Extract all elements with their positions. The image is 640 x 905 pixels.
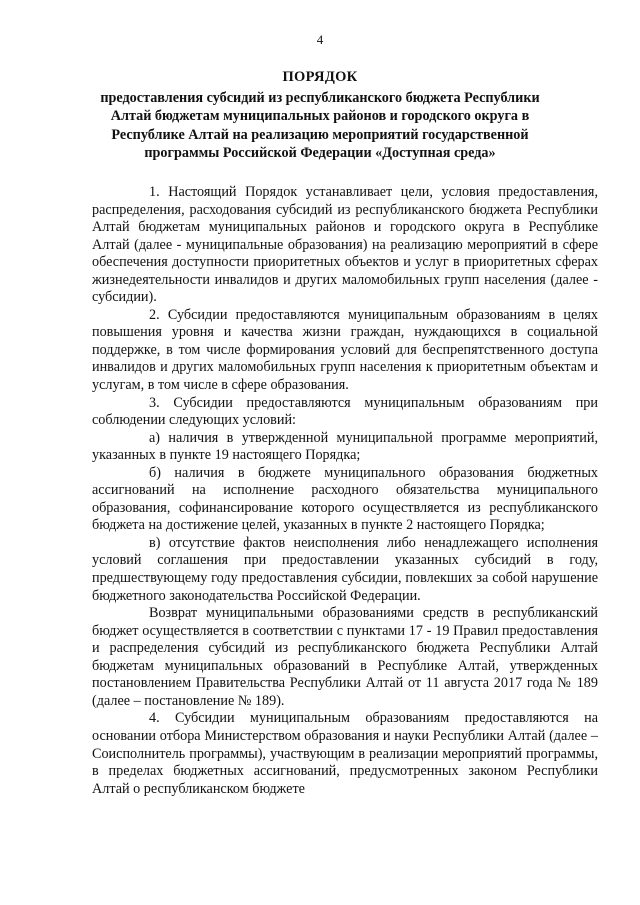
paragraph-return: Возврат муниципальными образованиями средств в республиканский бюджет осуществляется в соответствии с пунктами 17 - 19 Правил предоставления и распределения субсидий из республиканского бюджета Республики Алтай бюджетам муниципальных образований в Республике Алтай, утвержденных постановлением Правительства Республики Алтай от 11 августа 2017 года № 189 (далее – постановление № 189). (92, 605, 598, 709)
document-body (92, 184, 598, 798)
paragraph-1: 1. Настоящий Порядок устанавливает цели, условия предоставления, распределения, расходования субсидий из республиканского бюджета Республики Алтай бюджетам муниципальных районов и городского округа в Республике Алтай (далее - муниципальные образования) на реализацию мероприятий в сфере обеспечения доступности приоритетных объектов и услуг в приоритетных сферах жизнедеятельности инвалидов и других маломобильных групп населения (далее - субсидии). (92, 184, 598, 306)
paragraph-3: 3. Субсидии предоставляются муниципальным образованиям при соблюдении следующих условий: (92, 394, 598, 429)
paragraph-2: 2. Субсидии предоставляются муниципальным образованиям в целях повышения уровня и качества жизни граждан, нуждающихся в социальной поддержке, в том числе формирования условий для беспрепятственного доступа инвалидов и других маломобильных групп населения к приоритетным объектам и услугам, в том числе в сфере образования. (92, 306, 598, 394)
page-number: 4 (316, 32, 324, 47)
title-subtitle: предоставления субсидий из республиканского бюджета Республики Алтай бюджетам муниципальных районов и городского округа в Республике Алтай на реализацию мероприятий государственной программы Российской Федерации «Доступная среда» (100, 89, 540, 161)
paragraph-3v: в) отсутствие фактов неисполнения либо ненадлежащего исполнения условий соглашения при предоставлении указанных субсидий в году, предшествующему году предоставления субсидии, повлекших за собой нарушение бюджетного законодательства Российской Федерации. (92, 534, 598, 604)
paragraph-4: 4. Субсидии муниципальным образованиям предоставляются на основании отбора Министерством образования и науки Республики Алтай (далее – Соисполнитель программы), участвующим в реализации мероприятий программы, в пределах бюджетных ассигнований, предусмотренных законом Республики Алтай о республиканском бюджете (92, 710, 598, 797)
paragraph-3a: а) наличия в утвержденной муниципальной программе мероприятий, указанных в пункте 19 настоящего Порядка; (92, 429, 598, 464)
document-title (95, 68, 545, 163)
paragraph-3b: б) наличия в бюджете муниципального образования бюджетных ассигнований на исполнение расходного обязательства муниципального образования, софинансирование которого осуществляется из республиканского бюджета на достижение целей, указанных в пункте 2 настоящего Порядка; (92, 464, 598, 534)
title-main: ПОРЯДОК (282, 69, 358, 85)
